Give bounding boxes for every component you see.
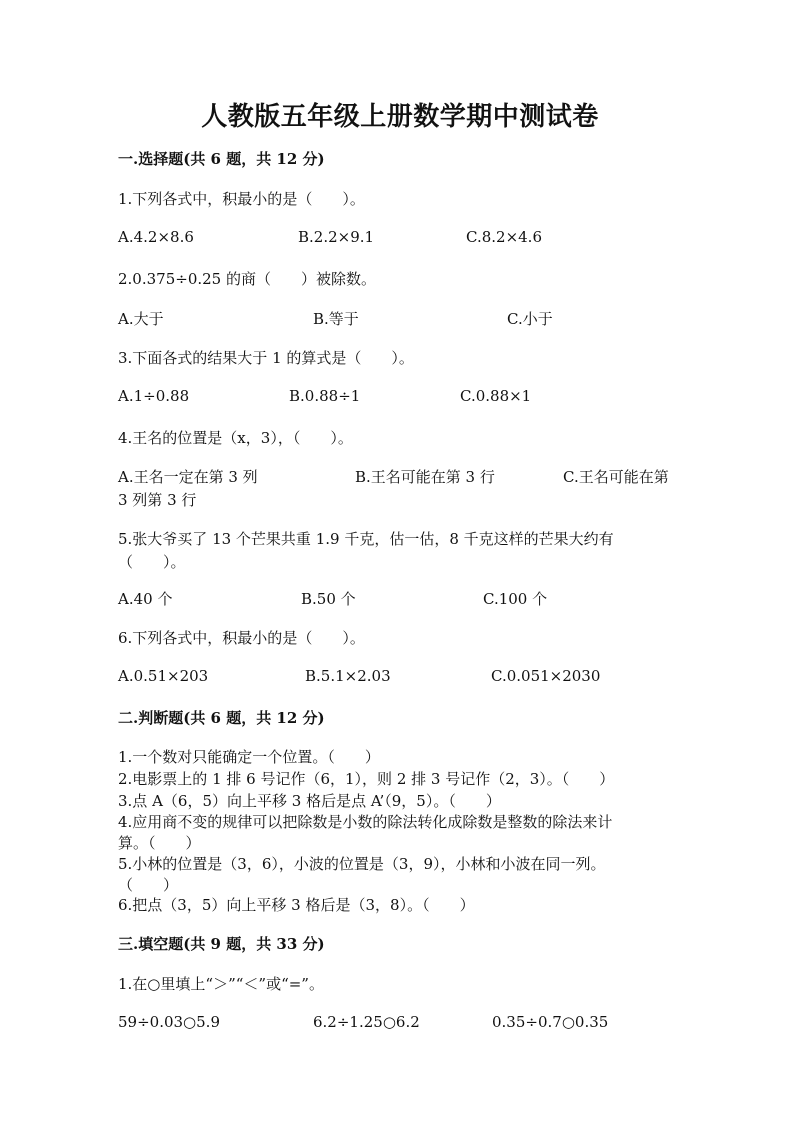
section-heading-fill: 三.填空题(共 9 题，共 33 分)	[118, 935, 325, 953]
option-a: A.0.51×203	[118, 667, 209, 685]
option-c: C.0.051×2030	[491, 667, 601, 685]
fill-item: 0.35÷0.7○0.35	[492, 1013, 609, 1031]
section-heading-judge: 二.判断题(共 6 题，共 12 分)	[118, 709, 325, 727]
option-b: B.50 个	[301, 590, 356, 608]
question-stem: 1.下列各式中，积最小的是（ ）。	[118, 190, 365, 208]
judge-item: 1.一个数对只能确定一个位置。（ ）	[118, 748, 380, 766]
question-stem: 2.0.375÷0.25 的商（ ）被除数。	[118, 270, 376, 288]
option-a: A.1÷0.88	[118, 387, 190, 405]
judge-item: 4.应用商不变的规律可以把除数是小数的除法转化成除数是整数的除法来计	[118, 813, 613, 831]
option-b: B.王名可能在第 3 行	[355, 468, 495, 486]
question-stem: 6.下列各式中，积最小的是（ ）。	[118, 629, 365, 647]
option-a: A.王名一定在第 3 列	[118, 468, 258, 486]
option-a: A.40 个	[118, 590, 173, 608]
option-a: A.大于	[118, 310, 164, 328]
page-title: 人教版五年级上册数学期中测试卷	[201, 102, 599, 132]
fill-item: 6.2÷1.25○6.2	[313, 1013, 420, 1031]
option-c: C.8.2×4.6	[466, 228, 542, 246]
option-c: C.0.88×1	[460, 387, 532, 405]
option-a: A.4.2×8.6	[118, 228, 194, 246]
question-stem: 4.王名的位置是（x，3），（ ）。	[118, 429, 353, 447]
option-c-continued: 3 列第 3 行	[118, 491, 197, 509]
option-c: C.王名可能在第	[563, 468, 669, 486]
option-b: B.等于	[313, 310, 359, 328]
option-b: B.2.2×9.1	[298, 228, 375, 246]
option-c: C.100 个	[483, 590, 548, 608]
section-heading-choice: 一.选择题(共 6 题，共 12 分)	[118, 150, 325, 168]
fill-item: 59÷0.03○5.9	[118, 1013, 220, 1031]
judge-item-continued: 算。（ ）	[118, 834, 201, 852]
option-b: B.5.1×2.03	[305, 667, 391, 685]
option-c: C.小于	[507, 310, 553, 328]
judge-item: 3.点 A（6，5）向上平移 3 格后是点 A’（9，5）。（ ）	[118, 792, 501, 810]
judge-item-continued: （ ）	[118, 876, 179, 894]
option-b: B.0.88÷1	[289, 387, 361, 405]
question-stem: 3.下面各式的结果大于 1 的算式是（ ）。	[118, 349, 414, 367]
question-stem-continued: （ ）。	[118, 553, 186, 571]
judge-item: 2.电影票上的 1 排 6 号记作（6，1），则 2 排 3 号记作（2，3）。（ ）	[118, 770, 615, 788]
judge-item: 5.小林的位置是（3，6），小波的位置是（3，9），小林和小波在同一列。	[118, 855, 606, 873]
judge-item: 6.把点（3，5）向上平移 3 格后是（3，8）。（ ）	[118, 896, 475, 914]
question-stem: 5.张大爷买了 13 个芒果共重 1.9 千克，估一估，8 千克这样的芒果大约有	[118, 530, 614, 548]
question-stem: 1.在○里填上“＞”“＜”或“=”。	[118, 975, 324, 993]
